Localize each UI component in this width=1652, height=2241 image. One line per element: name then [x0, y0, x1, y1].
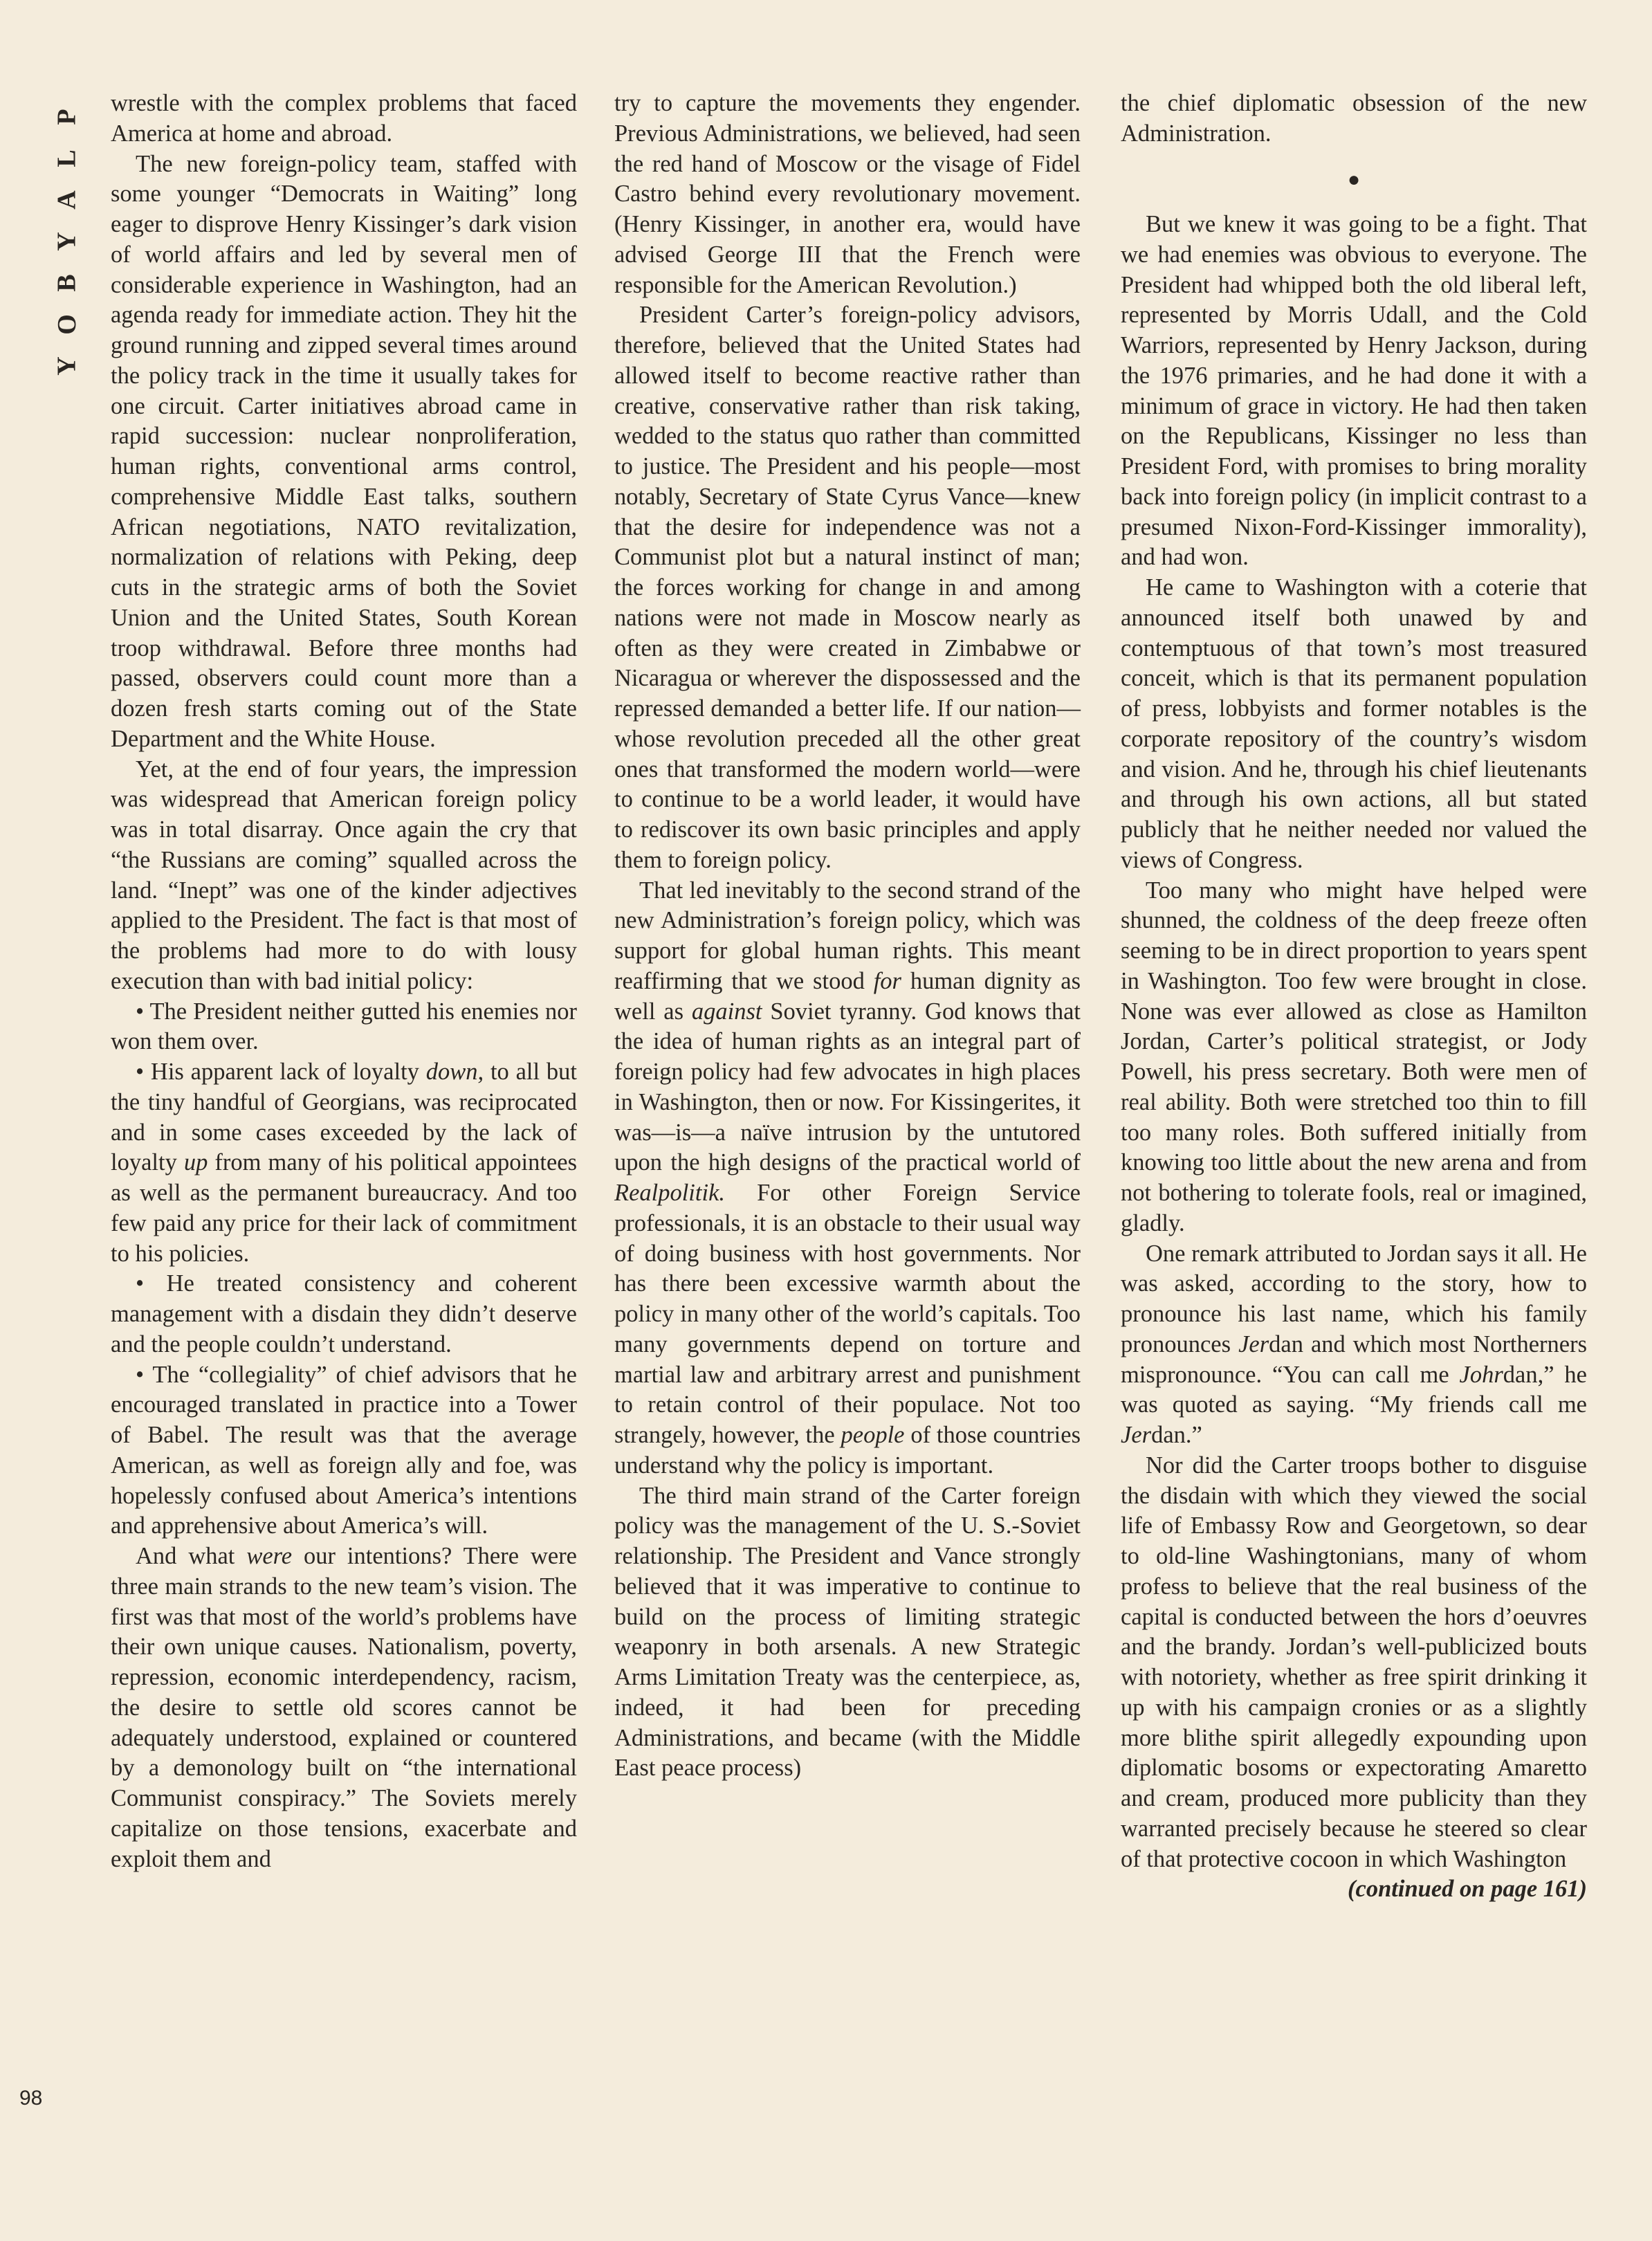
italic-emphasis: Realpolitik.: [614, 1180, 726, 1206]
paragraph: One remark attributed to Jordan says it all. He was asked, according to the story, how to pronounce his last name, which his family pronounces Jerdan and which most Northerners mispronounce. “You can call me Johrdan,” he was quoted as saying. “My friends call me Jerdan.”: [1121, 1240, 1587, 1448]
bullet-item: [111, 1269, 577, 1360]
continued-on-line: (continued on page 161): [1348, 1876, 1587, 1903]
paragraph-continued: try to capture the movements they engender. Previous Administrations, we believed, had seen the red hand of Moscow or the visage of Fidel Castro behind every revolutionary movement. (Henry Kissinger, in another era, would have advised George III that the French were responsible for the American Revolution.): [614, 90, 1081, 298]
bullet-item: [111, 997, 577, 1058]
playboy-masthead: [36, 104, 98, 379]
masthead-letter: Y: [52, 232, 82, 251]
article-column-1: [111, 89, 577, 1874]
masthead-letter: B: [52, 274, 82, 292]
masthead-letter: P: [53, 109, 82, 125]
italic-emphasis: against: [691, 998, 762, 1025]
paragraph: President Carter’s foreign-policy advisors, therefore, believed that the United States had allowed itself to become reactive rather than creative, conservative rather than risk taking, wedded to the status quo rather than committed to justice. The President and his people—most notably, Secretary of State Cyrus Vance—knew that the desire for independence was not a Communist plot but a natural instinct of man; the forces working for change in and among nations were not made in Moscow nearly as often as they were created in Zimbabwe or Nicaragua or wherever the dispossessed and the repressed demanded a better life. If our nation—whose revolution preceded all the other great ones that transformed the modern world—were to continue to be a world leader, it would have to rediscover its own basic principles and apply them to foreign policy.: [614, 302, 1081, 873]
paragraph: He came to Washington with a coterie that announced itself both unawed by and contemptuous of that town’s most treasured conceit, which is that its permanent population of press, lobbyists and former notables is the corporate repository of the country’s wisdom and vision. And he, through his chief lieutenants and through his own actions, all but stated publicly that he neither needed nor valued the views of Congress.: [1121, 574, 1587, 873]
bullet-text: • He treated consistency and coherent management with a disdain they didn’t deserve and the people couldn’t understand.: [111, 1270, 577, 1357]
italic-emphasis: Jer: [1121, 1422, 1152, 1448]
section-separator-bullet: ●: [1347, 167, 1361, 191]
italic-emphasis: were: [246, 1543, 293, 1569]
italic-emphasis: Johr: [1459, 1361, 1503, 1388]
paragraph: That led inevitably to the second strand of the new Administration’s foreign policy, which was support for global human rights. This meant reaffirming that we stood for human dignity as well as against Soviet tyranny. God knows that the idea of human rights as an integral part of foreign policy had few advocates in high places in Washington, then or now. For Kissingerites, it was—is—a naïve intrusion by the untutored upon the high designs of the practical world of Realpolitik. For other Foreign Service professionals, it is an obstacle to their usual way of doing business with host governments. Nor has there been excessive warmth about the policy in many other of the world’s capitals. Too many governments depend on torture and martial law and arbitrary arrest and punishment to retain control of their populace. Not too strangely, however, the people of those countries understand why the policy is important.: [614, 877, 1081, 1479]
italic-emphasis: people: [841, 1422, 905, 1448]
paragraph: The new foreign-policy team, staffed with some younger “Democrats in Waiting” long eager to disprove Henry Kissinger’s dark vision of world affairs and led by several men of considerable experience in Washington, had an agenda ready for immediate action. They hit the ground running and zipped several times around the policy track in the time it usually takes for one circuit. Carter initiatives abroad came in rapid succession: nuclear nonproliferation, human rights, conventional arms control, comprehensive Middle East talks, southern African negotiations, NATO revitalization, normalization of relations with Peking, deep cuts in the strategic arms of both the Soviet Union and the United States, South Korean troop withdrawal. Before three months had passed, observers could count more than a dozen fresh starts coming out of the State Department and the White House.: [111, 150, 577, 752]
bullet-item: [111, 1360, 577, 1542]
masthead-letter: L: [52, 149, 82, 167]
bullet-text: • His apparent lack of loyalty: [136, 1059, 426, 1085]
page-number: 98: [19, 2087, 43, 2110]
italic-emphasis: for: [873, 967, 901, 994]
bullet-text: • The President neither gutted his enemies nor won them over.: [111, 998, 577, 1055]
paragraph: But we knew it was going to be a fight. That we had enemies was obvious to everyone. The President had whipped both the old liberal left, represented by Morris Udall, and the Cold Warriors, represented by Henry Jackson, during the 1976 primaries, and he had done it with a minimum of grace in victory. He had then taken on the Republicans, Kissinger no less than President Ford, with promises to bring morality back into foreign policy (in implicit contrast to a presumed Nixon-Ford-Kissinger immorality), and had won.: [1121, 211, 1587, 571]
paragraph: And what were our intentions? There were three main strands to the new team’s vision. The first was that most of the world’s problems have their own unique causes. Nationalism, poverty, repression, economic interdependency, racism, the desire to settle old scores cannot be adequately understood, explained or countered by a demonology built on “the international Communist conspiracy.” The Soviets merely capitalize on those tensions, exacerbate and exploit them and: [111, 1543, 577, 1872]
article-column-3: [1121, 89, 1587, 1905]
article-column-2: [614, 89, 1081, 1784]
italic-emphasis: down,: [425, 1059, 484, 1085]
paragraph: Nor did the Carter troops bother to disguise the disdain with which they viewed the social life of Embassy Row and Georgetown, so dear to old-line Washingtonians, many of whom profess to believe that the real business of the capital is conducted between the hors d’oeuvres and the brandy. Jordan’s well-publicized bouts with notoriety, whether as free spirit drinking it up with his campaign cronies or as a slightly more blithe spirit allegedly expounding upon diplomatic bosoms or expectorating Amaretto and cream, produced more publicity than they warranted precisely because he steered so clear of that protective cocoon in which Washington: [1121, 1452, 1587, 1872]
italic-emphasis: up: [183, 1149, 208, 1176]
bullet-item: • His apparent lack of loyalty down, to all but the tiny handful of Georgians, was reciprocated and in some cases exceeded by the lack of loyalty up from many of his political appointees as well as the permanent bureaucracy. And too few paid any price for their lack of commitment to his policies.: [111, 1059, 577, 1267]
italic-emphasis: Jer: [1238, 1330, 1269, 1357]
paragraph: Too many who might have helped were shunned, the coldness of the deep freeze often seeming to be in direct proportion to years spent in Washington. Too few were brought in close. None was ever allowed as close as Hamilton Jordan, Carter’s political strategist, or Jody Powell, his press secretary. Both were men of real ability. Both were stretched too thin to fill too many roles. Both suffered initially from knowing too little about the new arena and from not bothering to tolerate fools, real or imagined, gladly.: [1121, 877, 1587, 1236]
paragraph-continued: the chief diplomatic obsession of the new Administration.: [1121, 90, 1587, 147]
masthead-letter: Y: [52, 356, 82, 376]
paragraph: Yet, at the end of four years, the impression was widespread that American foreign policy was in total disarray. Once again the cry that “the Russians are coming” squalled across the land. “Inept” was one of the kinder adjectives applied to the President. The fact is that most of the problems had more to do with lousy execution than with bad initial policy:: [111, 756, 577, 994]
paragraph: The third main strand of the Carter foreign policy was the management of the U. S.-Soviet relationship. The President and Vance strongly believed that it was imperative to continue to build on the process of limiting strategic weaponry in both arsenals. A new Strategic Arms Limitation Treaty was the centerpiece, as, indeed, it had been for preceding Administrations, and became (with the Middle East peace process): [614, 1482, 1081, 1782]
paragraph-continued: wrestle with the complex problems that faced America at home and abroad.: [111, 90, 577, 147]
masthead-letter: O: [53, 314, 82, 335]
bullet-text: • The “collegiality” of chief advisors that he encouraged translated in practice into a Tower of Babel. The result was that the average American, as well as foreign ally and foe, was hopelessly confused about America’s intentions and apprehensive about America’s will.: [111, 1361, 577, 1539]
masthead-letter: A: [52, 190, 82, 210]
